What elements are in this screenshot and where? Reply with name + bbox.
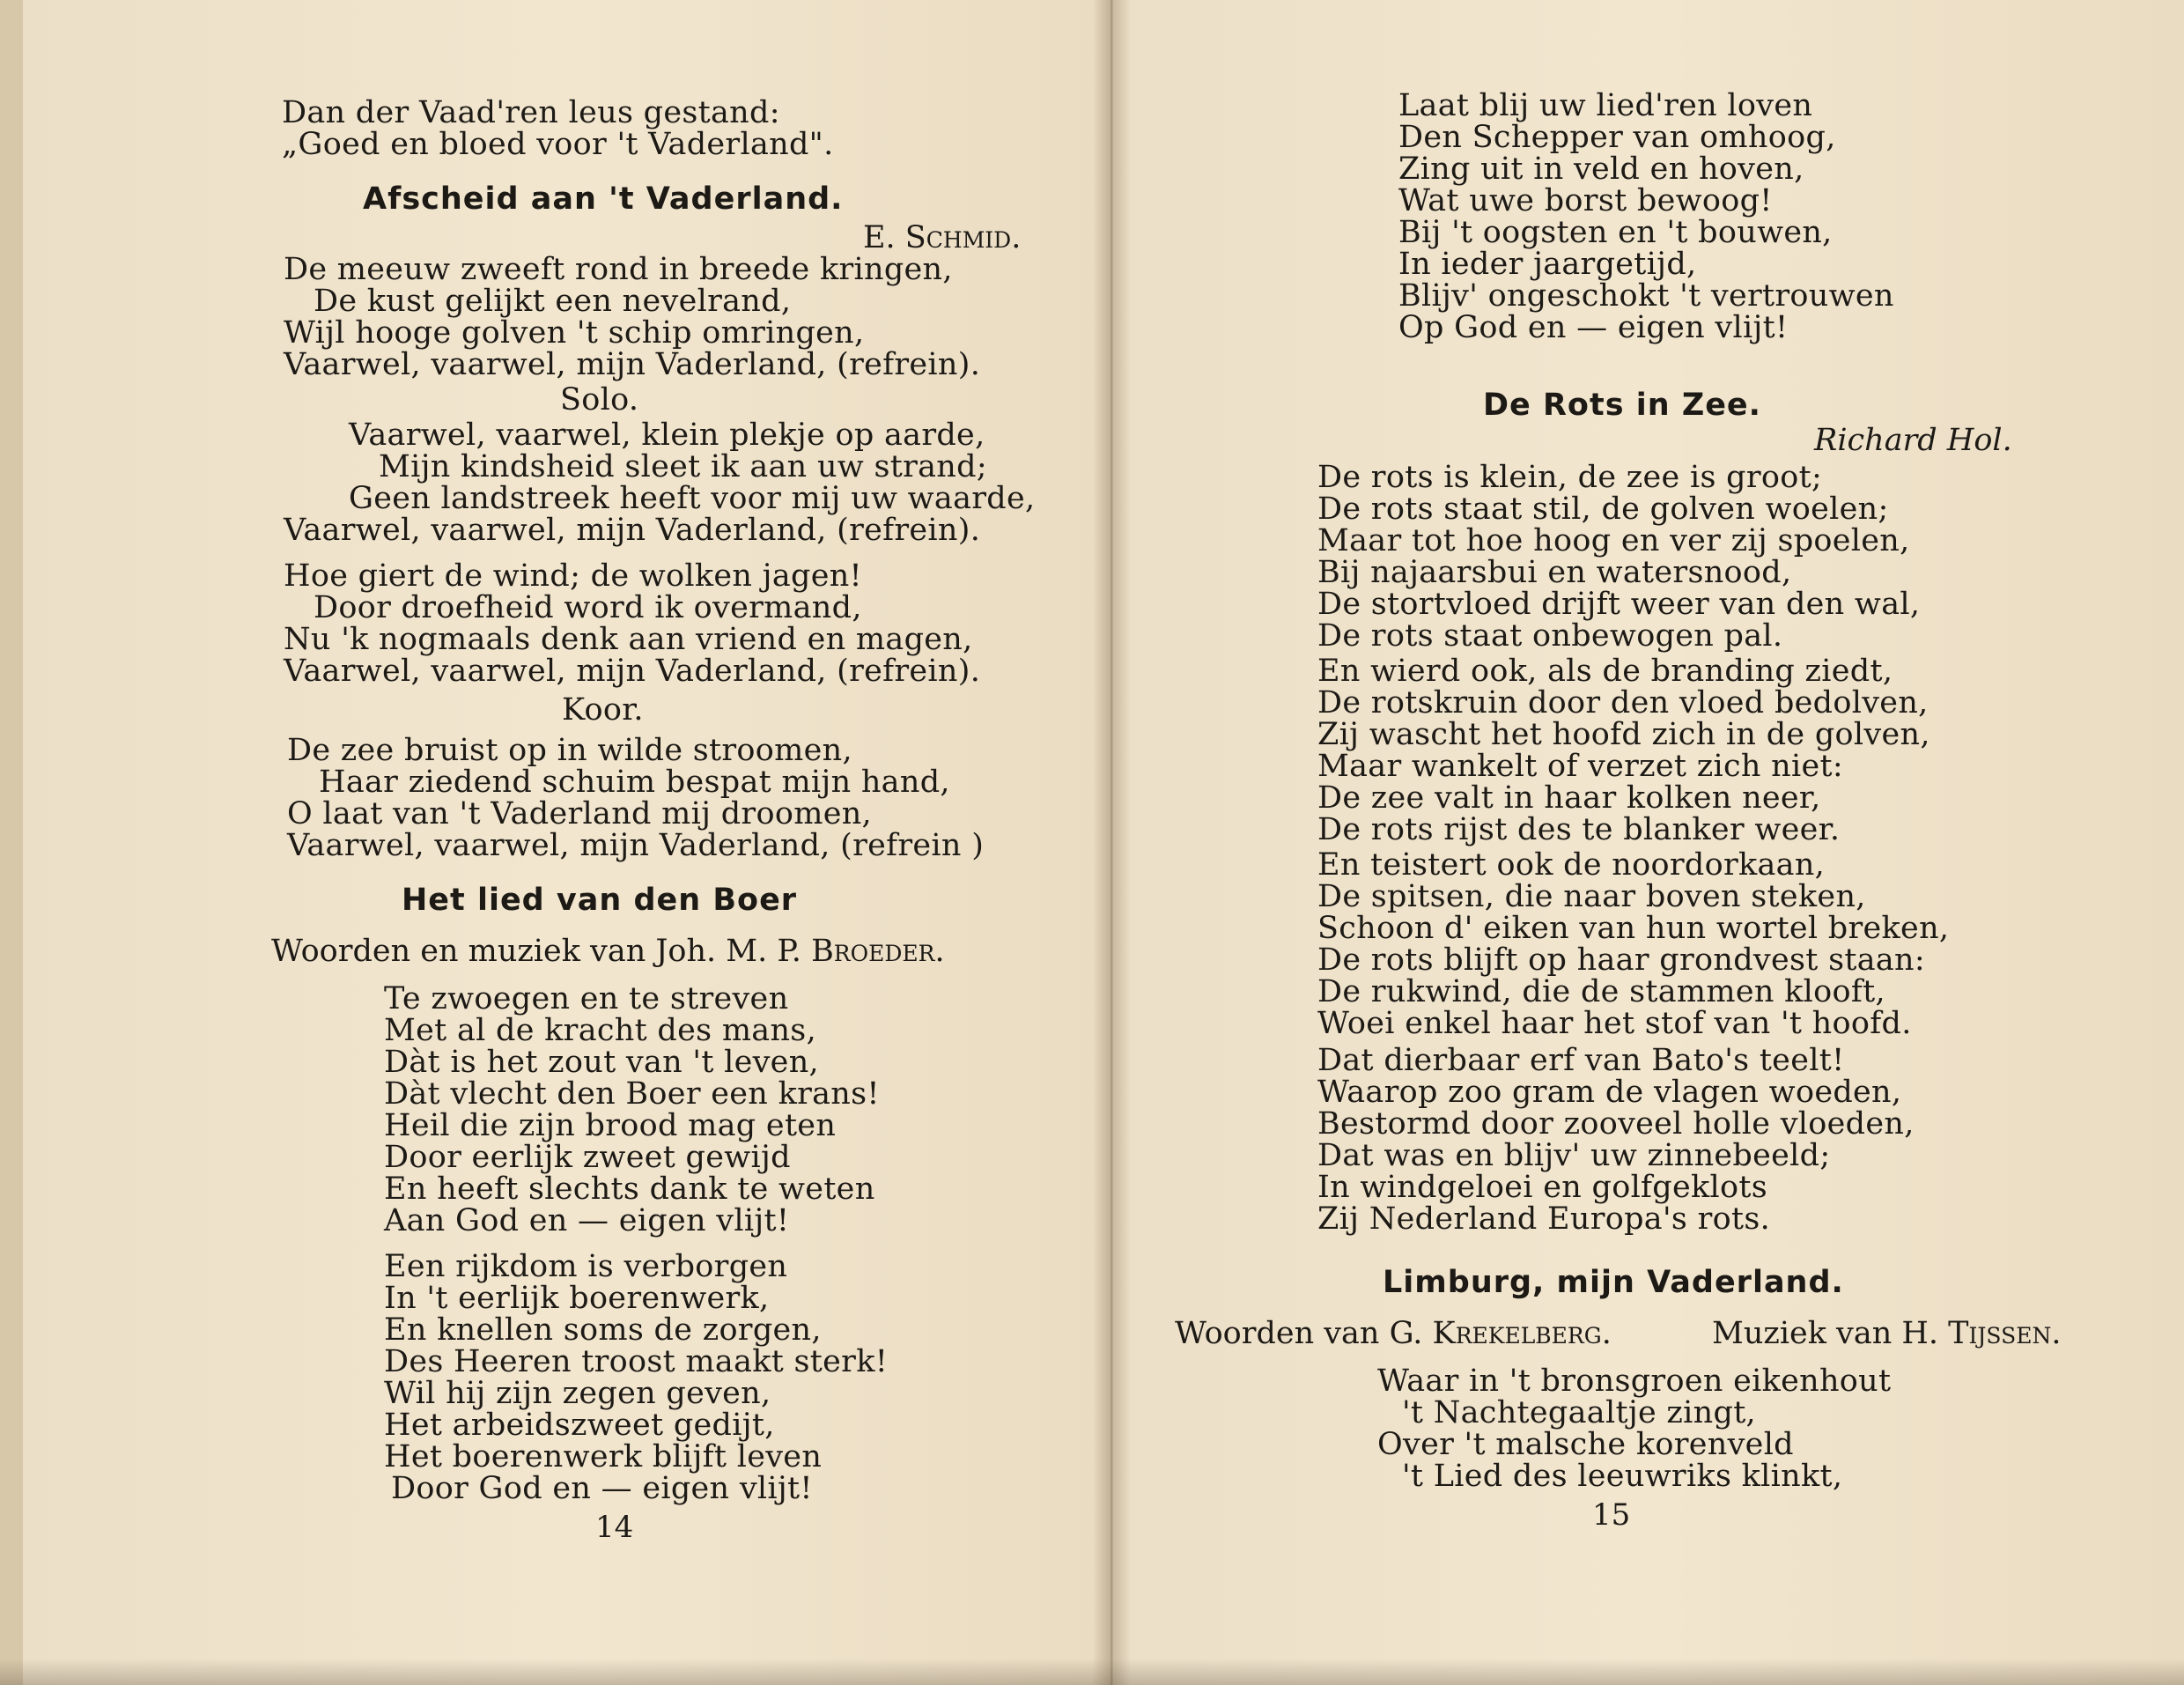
credit-name: Broeder. bbox=[811, 934, 945, 969]
verse-line: De rots rijst des te blanker weer. bbox=[1317, 812, 1841, 847]
page-number: 15 bbox=[1592, 1497, 1631, 1533]
verse-line: Door God en — eigen vlijt! bbox=[391, 1471, 813, 1506]
verse-line: En knellen soms de zorgen, bbox=[384, 1312, 822, 1348]
verse-line: Mijn kindsheid sleet ik aan uw strand; bbox=[379, 449, 987, 484]
verse-line: Laat blij uw lied'ren loven bbox=[1398, 88, 1813, 123]
song-music-credit bbox=[1712, 1318, 2061, 1349]
verse-line: De spitsen, die naar boven steken, bbox=[1317, 879, 1866, 914]
verse-line: Zij Nederland Europa's rots. bbox=[1317, 1201, 1771, 1237]
text-line: Dan der Vaad'ren leus gestand: bbox=[282, 95, 780, 130]
verse-line: Met al de kracht des mans, bbox=[384, 1013, 816, 1048]
verse-line: Nu 'k nogmaals denk aan vriend en magen, bbox=[284, 622, 973, 657]
koor-label: Koor. bbox=[562, 692, 644, 728]
verse-line: Dat was en blijv' uw zinnebeeld; bbox=[1317, 1138, 1831, 1173]
music-prefix: Muziek van H. bbox=[1712, 1316, 1939, 1351]
verse-line: Vaarwel, vaarwel, mijn Vaderland, (refrein). bbox=[284, 654, 981, 689]
verse-line: De rotskruin door den vloed bedolven, bbox=[1317, 685, 1929, 721]
song-author: Richard Hol. bbox=[1814, 423, 2012, 458]
song-credit bbox=[271, 935, 945, 967]
verse-line: De rots staat onbewogen pal. bbox=[1317, 618, 1783, 654]
verse-line: De zee valt in haar kolken neer, bbox=[1317, 780, 1821, 816]
verse-line: Geen landstreek heeft voor mij uw waarde, bbox=[349, 481, 1036, 516]
verse-line: En teistert ook de noordorkaan, bbox=[1317, 847, 1826, 883]
verse-line: O laat van 't Vaderland mij droomen, bbox=[287, 796, 872, 831]
verse-line: Des Heeren troost maakt sterk! bbox=[384, 1344, 889, 1379]
verse-line: Waarop zoo gram de vlagen woeden, bbox=[1317, 1075, 1902, 1110]
music-name: Tijssen. bbox=[1948, 1316, 2062, 1351]
solo-label: Solo. bbox=[560, 382, 639, 418]
verse-line: Zij wascht het hoofd zich in de golven, bbox=[1317, 717, 1930, 752]
verse-line: Wijl hooge golven 't schip omringen, bbox=[284, 315, 865, 351]
verse-line: Waar in 't bronsgroen eikenhout bbox=[1377, 1364, 1892, 1399]
verse-line: En wierd ook, als de branding ziedt, bbox=[1317, 654, 1893, 689]
credit-prefix: Woorden en muziek van Joh. M. P. bbox=[271, 934, 801, 969]
verse-line: Vaarwel, vaarwel, mijn Vaderland, (refrein ) bbox=[287, 828, 985, 863]
verse-line: Dàt vlecht den Boer een krans! bbox=[384, 1076, 880, 1112]
verse-line: De rukwind, die de stammen klooft, bbox=[1317, 974, 1885, 1009]
verse-line: 't Lied des leeuwriks klinkt, bbox=[1402, 1459, 1843, 1494]
verse-line: Bij 't oogsten en 't bouwen, bbox=[1398, 215, 1833, 250]
verse-line: Schoon d' eiken van hun wortel breken, bbox=[1317, 911, 1950, 946]
verse-line: Te zwoegen en te streven bbox=[384, 981, 789, 1016]
verse-line: Maar tot hoe hoog en ver zij spoelen, bbox=[1317, 523, 1910, 558]
song-title: Afscheid aan 't Vaderland. bbox=[363, 181, 844, 217]
verse-line: In 't eerlijk boerenwerk, bbox=[384, 1281, 770, 1316]
verse-line: Vaarwel, vaarwel, klein plekje op aarde, bbox=[349, 418, 985, 453]
verse-line: Door eerlijk zweet gewijd bbox=[384, 1140, 791, 1175]
verse-line: De meeuw zweeft rond in breede kringen, bbox=[284, 252, 953, 287]
verse-line: Bij najaarsbui en watersnood, bbox=[1317, 555, 1792, 590]
words-name: Krekelberg. bbox=[1432, 1316, 1612, 1351]
verse-line: De rots staat stil, de golven woelen; bbox=[1317, 491, 1889, 527]
verse-line: Wil hij zijn zegen geven, bbox=[384, 1376, 771, 1411]
song-title: De Rots in Zee. bbox=[1483, 388, 1761, 423]
verse-line: De stortvloed drijft weer van den wal, bbox=[1317, 587, 1921, 622]
words-prefix: Woorden van G. bbox=[1175, 1316, 1423, 1351]
song-author: E. Schmid. bbox=[863, 220, 1022, 255]
verse-line: Zing uit in veld en hoven, bbox=[1398, 152, 1804, 187]
verse-line: Op God en — eigen vlijt! bbox=[1398, 310, 1789, 345]
verse-line: Het boerenwerk blijft leven bbox=[384, 1439, 823, 1474]
verse-line: Bestormd door zooveel holle vloeden, bbox=[1317, 1106, 1915, 1142]
song-title: Limburg, mijn Vaderland. bbox=[1383, 1265, 1844, 1300]
verse-line: Haar ziedend schuim bespat mijn hand, bbox=[319, 765, 950, 800]
verse-line: De kust gelijkt een nevelrand, bbox=[314, 284, 792, 319]
page-bottom-shadow bbox=[0, 1659, 2184, 1685]
verse-line: De rots is klein, de zee is groot; bbox=[1317, 460, 1823, 495]
verse-line: Heil die zijn brood mag eten bbox=[384, 1108, 837, 1143]
verse-line: Blijv' ongeschokt 't vertrouwen bbox=[1398, 278, 1894, 314]
verse-line: Het arbeidszweet gedijt, bbox=[384, 1408, 775, 1443]
verse-line: Dat dierbaar erf van Bato's teelt! bbox=[1317, 1043, 1845, 1078]
verse-line: Vaarwel, vaarwel, mijn Vaderland, (refrein). bbox=[284, 513, 981, 548]
verse-line: Dàt is het zout van 't leven, bbox=[384, 1045, 819, 1080]
verse-line: Den Schepper van omhoog, bbox=[1398, 120, 1836, 155]
verse-line: En heeft slechts dank te weten bbox=[384, 1171, 875, 1207]
page-number: 14 bbox=[595, 1510, 634, 1545]
verse-line: Een rijkdom is verborgen bbox=[384, 1249, 788, 1284]
verse-line: Maar wankelt of verzet zich niet: bbox=[1317, 749, 1843, 784]
verse-line: De rots blijft op haar grondvest staan: bbox=[1317, 942, 1925, 978]
book-gutter bbox=[1092, 0, 1131, 1685]
verse-line: Aan God en — eigen vlijt! bbox=[384, 1203, 790, 1238]
verse-line: Vaarwel, vaarwel, mijn Vaderland, (refrein). bbox=[284, 347, 981, 382]
verse-line: Door droefheid word ik overmand, bbox=[314, 590, 862, 625]
verse-line: De zee bruist op in wilde stroomen, bbox=[287, 733, 852, 768]
song-words-credit bbox=[1175, 1318, 1612, 1349]
verse-line: In windgeloei en golfgeklots bbox=[1317, 1170, 1768, 1205]
verse-line: Woei enkel haar het stof van 't hoofd. bbox=[1317, 1006, 1912, 1041]
verse-line: Over 't malsche korenveld bbox=[1377, 1427, 1794, 1462]
verse-line: In ieder jaargetijd, bbox=[1398, 247, 1697, 282]
verse-line: Wat uwe borst bewoog! bbox=[1398, 183, 1773, 218]
right-page bbox=[1111, 0, 2184, 1685]
verse-line: Hoe giert de wind; de wolken jagen! bbox=[284, 558, 862, 594]
verse-line: 't Nachtegaaltje zingt, bbox=[1402, 1395, 1756, 1430]
song-title: Het lied van den Boer bbox=[402, 883, 798, 918]
text-line: „Goed en bloed voor 't Vaderland". bbox=[282, 127, 834, 162]
